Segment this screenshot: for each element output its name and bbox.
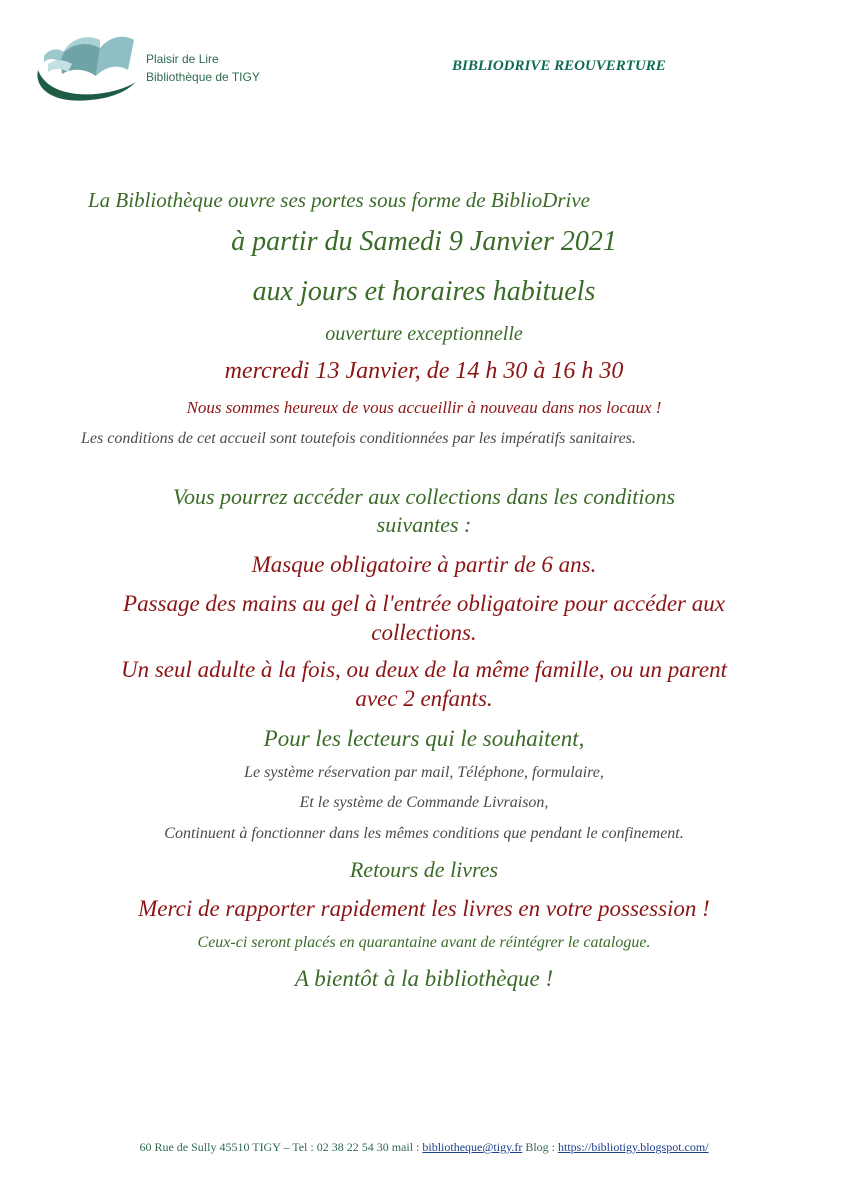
access-heading-line2: suivantes : [376,512,472,537]
logo-text-line2: Bibliothèque de TIGY [146,70,260,84]
continue-line: Continuent à fonctionner dans les mêmes conditions que pendant le confinement. [164,825,684,842]
delivery-line: Et le système de Commande Livraison, [299,794,549,811]
reservation-line: Le système réservation par mail, Téléphone, formulaire, [244,764,604,781]
intro-text: La Bibliothèque ouvre ses portes sous forme de BiblioDrive [88,188,590,212]
exceptional-date: mercredi 13 Janvier, de 14 h 30 à 16 h 30 [224,358,624,384]
opening-hours: aux jours et horaires habituels [252,276,596,307]
footer-contact [0,1140,848,1155]
closing-line: A bientôt à la bibliothèque ! [294,966,554,991]
rule-gel-line2: collections. [371,620,477,645]
welcome-message: Nous sommes heureux de vous accueillir à nouveau dans nos locaux ! [186,398,662,417]
open-book-icon [30,26,150,106]
header-title: BIBLIODRIVE REOUVERTURE [452,58,666,74]
returns-request: Merci de rapporter rapidement les livres en votre possession ! [138,896,710,921]
blog-label: Blog : [522,1140,558,1154]
readers-heading: Pour les lecteurs qui le souhaitent, [263,726,585,751]
rule-gel-line1: Passage des mains au gel à l'entrée obligatoire pour accéder aux [123,591,725,616]
rule-mask: Masque obligatoire à partir de 6 ans. [251,552,597,577]
quarantine-line: Ceux-ci seront placés en quarantaine avant de réintégrer le catalogue. [197,934,651,951]
library-logo [30,26,270,106]
rule-adult-line1: Un seul adulte à la fois, ou deux de la même famille, ou un parent [121,657,727,682]
access-heading-line1: Vous pourrez accéder aux collections dans les conditions [172,484,676,509]
returns-heading: Retours de livres [349,857,499,882]
email-link[interactable]: bibliotheque@tigy.fr [422,1140,523,1154]
conditions-text: Les conditions de cet accueil sont toutefois conditionnées par les impératifs sanitaires. [81,430,636,447]
rule-adult-line2: avec 2 enfants. [355,686,493,711]
footer-address: 60 Rue de Sully 45510 TIGY – Tel : 02 38 22 54 30 mail : [139,1140,423,1154]
logo-text-line1: Plaisir de Lire [146,52,219,66]
opening-date: à partir du Samedi 9 Janvier 2021 [231,226,617,257]
exceptional-heading: ouverture exceptionnelle [325,323,523,345]
blog-link[interactable]: https://bibliotigy.blogspot.com/ [557,1140,709,1154]
